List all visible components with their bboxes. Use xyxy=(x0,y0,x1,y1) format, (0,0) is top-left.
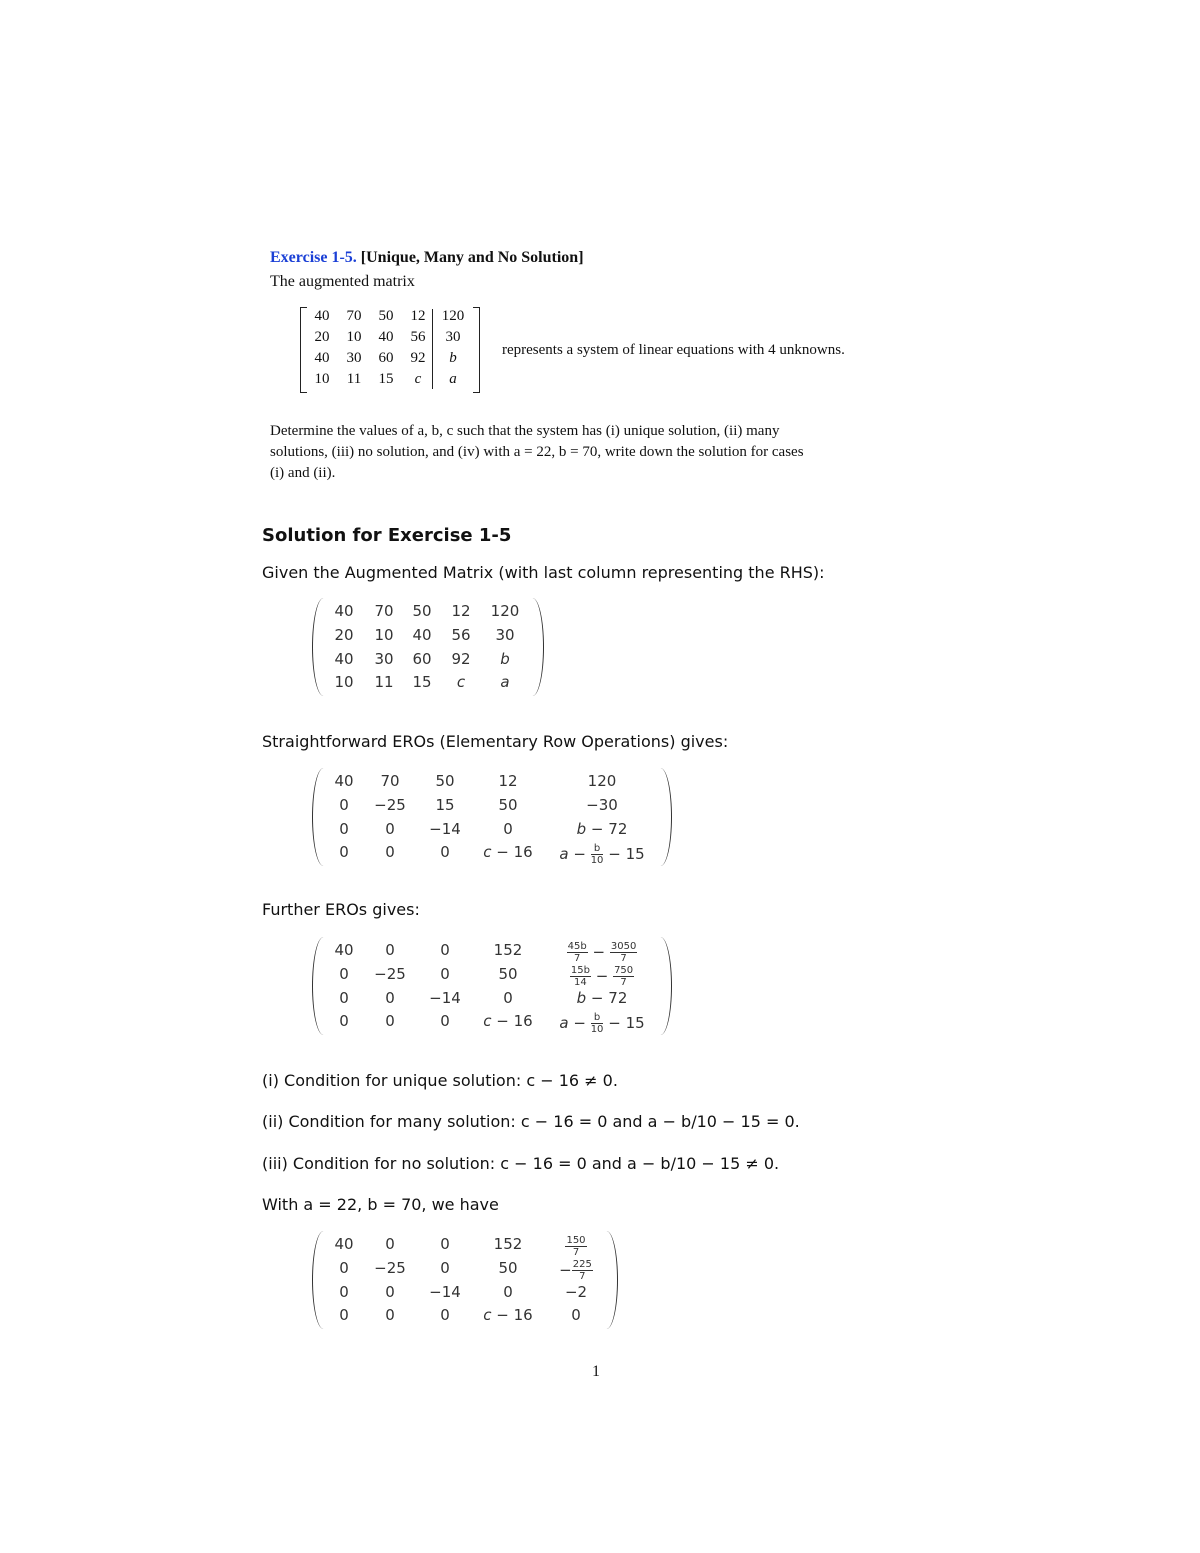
matrix-cell: 0 xyxy=(339,843,349,861)
matrix-cell: 70 xyxy=(380,772,400,790)
matrix-cell: 70 xyxy=(346,308,362,324)
matrix-cell: c xyxy=(456,673,466,691)
matrix-cell: 10 xyxy=(374,626,394,644)
matrix-cell: 0 xyxy=(440,1012,450,1030)
condition-many: (ii) Condition for many solution: c − 16 = 0 and a − b/10 − 15 = 0. xyxy=(262,1112,800,1131)
matrix-cell: 40 xyxy=(334,941,354,959)
matrix-cell: 40 xyxy=(378,329,394,345)
matrix-cell: a − $\frac{b}{10}$ − 15 xyxy=(559,843,645,866)
matrix-cell: 50 xyxy=(412,602,432,620)
exercise-label: Exercise 1-5. xyxy=(270,249,357,266)
final-matrix-cells xyxy=(312,1231,618,1329)
matrix-cell: 12 xyxy=(451,602,471,620)
matrix-cell: $\frac{45b}{7}$ − $\frac{3050}{7}$ xyxy=(567,941,637,964)
matrix-cell: 50 xyxy=(435,772,455,790)
matrix-cell: b − 72 xyxy=(576,820,628,838)
further-text: Further EROs gives: xyxy=(262,900,420,919)
matrix-cell: 30 xyxy=(346,350,362,366)
matrix-cell: 120 xyxy=(587,772,617,790)
matrix-cell: −14 xyxy=(429,989,461,1007)
matrix-cell: 56 xyxy=(410,329,426,345)
matrix-cell: 0 xyxy=(440,965,450,983)
ero-text: Straightforward EROs (Elementary Row Operations) gives: xyxy=(262,732,729,751)
matrix-cell: b xyxy=(449,350,457,366)
exercise-matrix-cells xyxy=(300,307,480,391)
matrix-cell: 60 xyxy=(378,350,394,366)
matrix-cell: 12 xyxy=(410,308,426,324)
question-line-1: Determine the values of a, b, c such that the system has (i) unique solution, (ii) many xyxy=(270,423,780,439)
matrix-cell: 0 xyxy=(385,843,395,861)
matrix-cell: 0 xyxy=(385,1306,395,1324)
matrix-cell: −25 xyxy=(374,965,406,983)
matrix-cell: 10 xyxy=(334,673,354,691)
matrix-cell: 0 xyxy=(339,1259,349,1277)
matrix-cell: −14 xyxy=(429,1283,461,1301)
matrix-cell: 0 xyxy=(385,820,395,838)
matrix-cell: 11 xyxy=(374,673,394,691)
matrix-cell: 0 xyxy=(440,1259,450,1277)
matrix-cell: −2 xyxy=(564,1283,588,1301)
matrix-cell: 0 xyxy=(385,989,395,1007)
condition-none: (iii) Condition for no solution: c − 16 = 0 and a − b/10 − 15 ≠ 0. xyxy=(262,1154,780,1173)
matrix-cell: −14 xyxy=(429,820,461,838)
matrix-cell: a xyxy=(500,673,510,691)
condition-unique: (i) Condition for unique solution: c − 16 ≠ 0. xyxy=(262,1071,618,1090)
matrix-cell: 0 xyxy=(339,1012,349,1030)
matrix-caption: represents a system of linear equations with 4 unknowns. xyxy=(502,342,845,358)
matrix-cell: 0 xyxy=(440,1306,450,1324)
matrix-cell: 0 xyxy=(339,989,349,1007)
matrix-cell: 0 xyxy=(339,965,349,983)
matrix-cell: 10 xyxy=(346,329,362,345)
matrix-cell: 70 xyxy=(374,602,394,620)
matrix-cell: 120 xyxy=(490,602,520,620)
matrix-cell: 0 xyxy=(503,1283,513,1301)
matrix-cell: 0 xyxy=(571,1306,581,1324)
question-line-2: solutions, (iii) no solution, and (iv) with a = 22, b = 70, write down the solution for cases xyxy=(270,444,804,460)
matrix-cell: 0 xyxy=(385,1283,395,1301)
matrix-cell: 50 xyxy=(498,965,518,983)
matrix-cell: − $\frac{225}{7}$ xyxy=(559,1259,592,1282)
exercise-subtitle: [Unique, Many and No Solution] xyxy=(360,249,584,266)
matrix-cell: 0 xyxy=(339,1283,349,1301)
ero-matrix-cells xyxy=(312,768,672,866)
matrix-cell: 40 xyxy=(334,602,354,620)
matrix-cell: 11 xyxy=(346,371,362,387)
exercise-title xyxy=(270,249,584,267)
matrix-cell: 92 xyxy=(451,650,471,668)
matrix-cell: 0 xyxy=(339,796,349,814)
given-text: Given the Augmented Matrix (with last column representing the RHS): xyxy=(262,563,825,582)
matrix-cell: $\frac{150}{7}$ xyxy=(566,1235,586,1258)
matrix-cell: 0 xyxy=(385,941,395,959)
matrix-cell: 20 xyxy=(314,329,330,345)
matrix-cell: 15 xyxy=(378,371,394,387)
matrix-cell: 50 xyxy=(498,796,518,814)
matrix-cell: 0 xyxy=(440,1235,450,1253)
matrix-cell: c − 16 xyxy=(483,1012,533,1030)
matrix-cell: 15 xyxy=(412,673,432,691)
page-number: 1 xyxy=(592,1363,600,1380)
matrix-cell: 0 xyxy=(440,843,450,861)
matrix-cell: b − 72 xyxy=(576,989,628,1007)
question-line-3: (i) and (ii). xyxy=(270,465,336,481)
matrix-cell: 40 xyxy=(412,626,432,644)
matrix-cell: c − 16 xyxy=(483,1306,533,1324)
matrix-cell: 30 xyxy=(445,329,461,345)
matrix-cell: 30 xyxy=(495,626,515,644)
matrix-cell: 40 xyxy=(334,1235,354,1253)
matrix-cell: c xyxy=(414,371,422,387)
matrix-cell: b xyxy=(500,650,510,668)
matrix-cell: 50 xyxy=(498,1259,518,1277)
matrix-cell: $\frac{15b}{14}$ − $\frac{750}{7}$ xyxy=(570,965,634,988)
matrix-cell: 152 xyxy=(493,1235,523,1253)
further-matrix-cells xyxy=(312,937,672,1035)
matrix-cell: 0 xyxy=(385,1012,395,1030)
matrix-cell: 120 xyxy=(441,308,465,324)
exercise-intro: The augmented matrix xyxy=(270,273,415,290)
matrix-cell: 0 xyxy=(503,989,513,1007)
matrix-cell: 0 xyxy=(339,1306,349,1324)
matrix-cell: a − $\frac{b}{10}$ − 15 xyxy=(559,1012,645,1035)
matrix-cell: 92 xyxy=(410,350,426,366)
matrix-cell: 56 xyxy=(451,626,471,644)
matrix-cell: 15 xyxy=(435,796,455,814)
matrix-cell: 20 xyxy=(334,626,354,644)
matrix-cell: 0 xyxy=(440,941,450,959)
matrix-cell: 12 xyxy=(498,772,518,790)
matrix-cell: 60 xyxy=(412,650,432,668)
matrix-cell: 50 xyxy=(378,308,394,324)
matrix-cell: 152 xyxy=(493,941,523,959)
solution-heading: Solution for Exercise 1-5 xyxy=(262,525,512,546)
matrix-cell: 40 xyxy=(334,772,354,790)
with-text: With a = 22, b = 70, we have xyxy=(262,1195,499,1214)
matrix-cell: 30 xyxy=(374,650,394,668)
matrix-cell: 0 xyxy=(339,820,349,838)
matrix-cell: −30 xyxy=(586,796,618,814)
matrix-cell: a xyxy=(449,371,457,387)
given-matrix-cells xyxy=(312,598,544,696)
matrix-cell: 40 xyxy=(314,308,330,324)
matrix-cell: 0 xyxy=(503,820,513,838)
matrix-cell: −25 xyxy=(374,1259,406,1277)
matrix-cell: c − 16 xyxy=(483,843,533,861)
matrix-cell: 40 xyxy=(334,650,354,668)
matrix-cell: −25 xyxy=(374,796,406,814)
matrix-cell: 10 xyxy=(314,371,330,387)
matrix-cell: 40 xyxy=(314,350,330,366)
matrix-cell: 0 xyxy=(385,1235,395,1253)
